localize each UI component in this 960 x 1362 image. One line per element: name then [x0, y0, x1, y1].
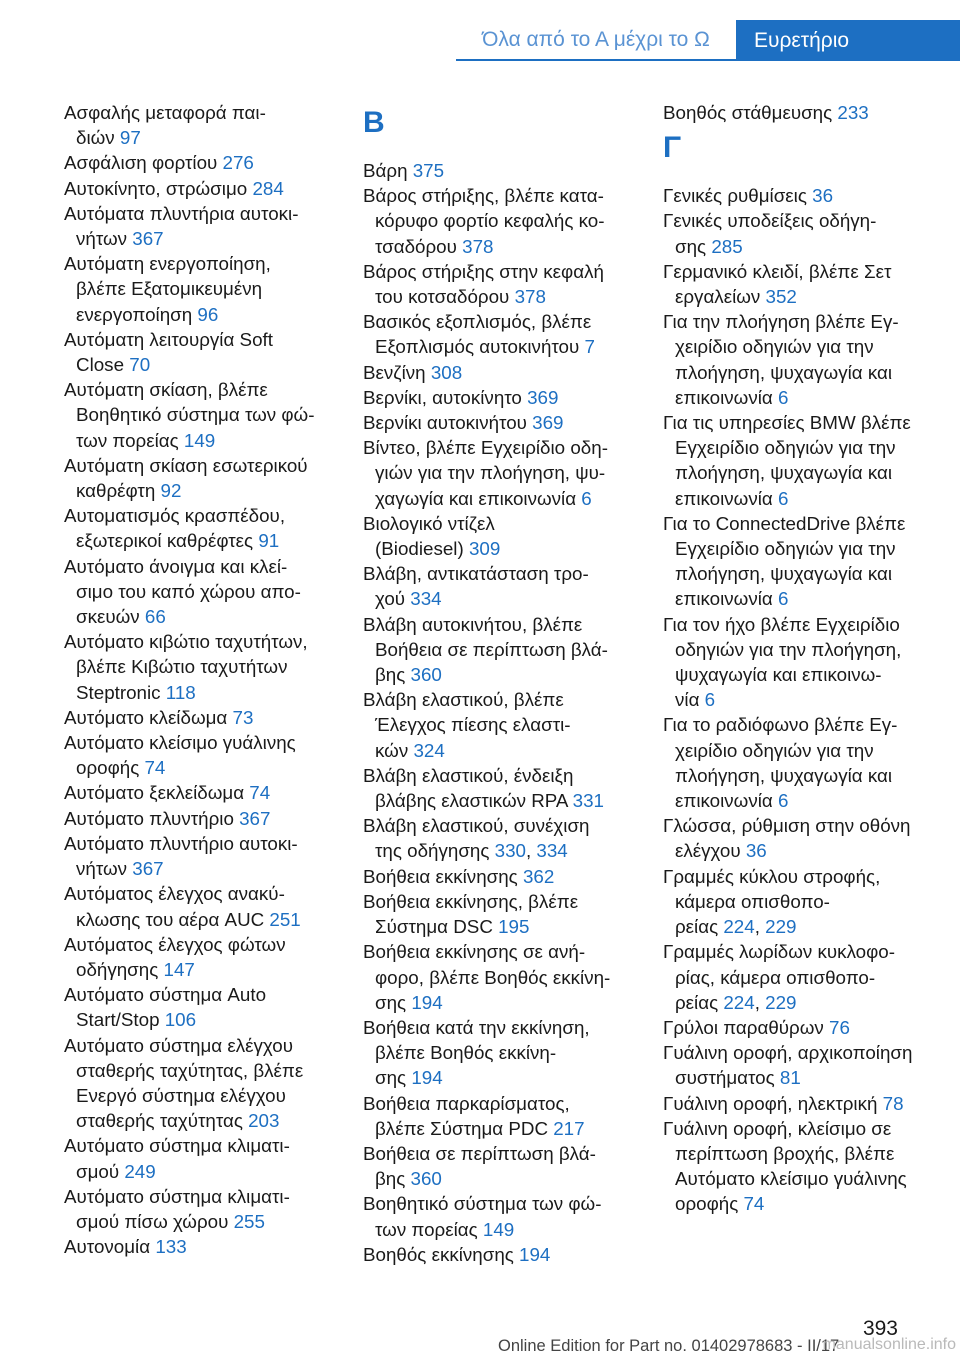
index-entry [64, 730, 346, 780]
page-link[interactable]: 378 [462, 235, 494, 257]
index-term: Βίντεο, βλέπε Εγχειρίδιο οδη- γιών για την πλοήγηση, ψυ- χαγωγία και επικοινωνία [363, 437, 608, 509]
header-rule [456, 59, 960, 61]
page-link[interactable]: 70 [129, 354, 151, 376]
index-entry [363, 309, 645, 359]
page-link[interactable]: 249 [124, 1160, 156, 1182]
index-term: Βερνίκι αυτοκινήτου [363, 412, 533, 434]
page-link[interactable]: 6 [581, 487, 592, 509]
page-link[interactable]: 78 [882, 1092, 904, 1114]
page-link[interactable]: 133 [155, 1236, 187, 1258]
page-link[interactable]: 217 [553, 1117, 585, 1139]
index-term: Αυτόματη ενεργοποίηση, βλέπε Εξατομικευμένη ενεργοποίηση [64, 253, 271, 325]
index-entry [363, 864, 645, 889]
index-entry [363, 435, 645, 511]
page-link[interactable]: 334 [536, 840, 568, 862]
index-entry [663, 183, 938, 208]
page-link[interactable]: 331 [572, 790, 604, 812]
index-entry [64, 201, 346, 251]
index-entry [363, 1242, 645, 1267]
index-term: Βοηθός εκκίνησης [363, 1243, 520, 1265]
page-link[interactable]: 7 [584, 336, 595, 358]
page-link[interactable]: 360 [410, 664, 442, 686]
section-tab-index[interactable]: Ευρετήριο [736, 20, 960, 60]
index-entry [363, 1141, 645, 1191]
index-entry [363, 385, 645, 410]
index-entry [64, 932, 346, 982]
index-term: Για την πλοήγηση βλέπε Εγ- χειρίδιο οδηγιών για την πλοήγηση, ψυχαγωγία και επικοινωνία [663, 311, 899, 408]
page-link[interactable]: 36 [812, 185, 834, 207]
page-link[interactable]: 285 [711, 235, 743, 257]
letter-heading: Γ [663, 131, 682, 165]
index-entry [64, 150, 346, 175]
index-term: Βλάβη ελαστικού, ένδειξη βλάβης ελαστικών RPA [363, 764, 574, 812]
page-link[interactable]: 195 [498, 916, 530, 938]
page-link[interactable]: 74 [743, 1193, 765, 1215]
page-link[interactable]: 76 [829, 1016, 850, 1038]
index-term: Βοηθητικό σύστημα των φώ- των πορείας [363, 1193, 602, 1240]
index-term: Αυτόματη σκίαση, βλέπε Βοηθητικό σύστημα των φώ- των πορείας [64, 379, 315, 451]
page-link[interactable]: 36 [745, 840, 767, 862]
index-term: Γενικές ρυθμίσεις [663, 185, 813, 207]
index-entry [64, 881, 346, 931]
page-link[interactable]: 334 [410, 588, 442, 610]
page-link[interactable]: 362 [522, 865, 555, 887]
page-link[interactable]: 149 [183, 429, 216, 451]
index-entry [64, 176, 346, 201]
index-term: Γρύλοι παραθύρων [663, 1016, 830, 1038]
index-term: Γυάλινη οροφή, ηλεκτρική [663, 1092, 883, 1114]
index-term: Αυτόματος έλεγχος φώτων οδήγησης [64, 933, 286, 980]
page-link[interactable]: 224 [723, 991, 755, 1013]
index-term: Βοήθεια εκκίνησης, βλέπε Σύστημα DSC [363, 890, 579, 938]
index-entry [663, 1015, 938, 1040]
index-term: Βοήθεια σε περίπτωση βλά- βης [363, 1142, 596, 1190]
index-term: Αυτόματος έλεγχος ανακύ- κλωσης του αέρα AUC [64, 883, 285, 930]
index-term: Βλάβη αυτοκινήτου, βλέπε Βοήθεια σε περίπτωση βλά- βης [363, 613, 608, 686]
index-entry [64, 100, 346, 150]
page-link[interactable]: 276 [222, 152, 254, 174]
page-link[interactable]: 224 [723, 916, 755, 938]
page-link[interactable]: 6 [777, 386, 789, 408]
index-term: Αυτόματη λειτουργία Soft Close [64, 328, 273, 376]
index-entry [363, 1191, 645, 1241]
index-entry [64, 831, 346, 881]
page-header [0, 0, 960, 64]
index-entry: Γραμμές λωρίδων κυκλοφο- ρίας, κάμερα οπισθοπο- ρείας 224, 229 [663, 941, 896, 1013]
index-term: Βοήθεια εκκίνησης σε ανή- φορο, βλέπε Βοηθός εκκίνη- σης [363, 941, 611, 1013]
index-entry [663, 1040, 938, 1090]
page-link[interactable]: 91 [258, 530, 280, 552]
index-term: Αυτόματο άνοιγμα και κλεί- σιμο του καπό χώρου απο- σκευών [64, 555, 301, 628]
index-term: Αυτονομία [64, 1236, 156, 1258]
index-entry [663, 410, 938, 511]
index-entry [663, 309, 938, 410]
breadcrumb-chapter[interactable]: Όλα από το Α μέχρι το Ω [482, 28, 710, 51]
page-link[interactable]: 255 [233, 1210, 265, 1232]
index-term: Ασφαλής μεταφορά παι- διών [64, 102, 266, 149]
index-term: Αυτόματο σύστημα κλιματι- σμού [64, 1135, 290, 1182]
index-term: Γερμανικό κλειδί, βλέπε Σετ εργαλείων [663, 260, 892, 308]
page-link[interactable]: 96 [197, 303, 219, 325]
index-entry [363, 687, 645, 763]
index-entry [663, 259, 938, 309]
index-entry [363, 763, 645, 813]
index-entry [663, 813, 938, 863]
page-link[interactable]: 147 [163, 958, 195, 980]
page-link[interactable]: 92 [160, 480, 182, 502]
index-entry [64, 1234, 346, 1259]
index-entry [663, 100, 938, 125]
index-term: Βοήθεια κατά την εκκίνηση, βλέπε Βοηθός εκκίνη- σης [363, 1016, 590, 1089]
index-term: Βάρη [363, 160, 413, 181]
edition-note: Online Edition for Part no. 01402978683 - II/17 [498, 1337, 840, 1355]
index-entry [663, 1091, 938, 1116]
index-term: Αυτόματο ξεκλείδωμα [64, 782, 250, 804]
index-entry [363, 183, 645, 259]
index-term: Αυτόματη σκίαση εσωτερικού καθρέφτη [64, 454, 308, 502]
index-term: Ασφάλιση φορτίου [64, 152, 223, 174]
index-entry [363, 360, 645, 385]
page-link[interactable]: 330 [494, 840, 526, 862]
letter-heading: B [363, 106, 385, 139]
page-link[interactable]: 229 [765, 991, 797, 1013]
page-link[interactable]: 106 [164, 1009, 197, 1031]
index-term: Βοήθεια παρκαρίσματος, βλέπε Σύστημα PDC [363, 1092, 570, 1139]
index-entry [363, 1091, 645, 1141]
index-term: Αυτοματισμός κρασπέδου, εξωτερικοί καθρέφτες [64, 505, 286, 552]
index-entry [663, 208, 938, 258]
index-entry [64, 806, 346, 831]
index-entry [663, 511, 938, 612]
page-link[interactable]: 74 [249, 782, 271, 804]
page-link[interactable]: 233 [837, 102, 869, 123]
index-column-1 [64, 100, 346, 1259]
index-entry [363, 410, 645, 435]
page-link[interactable]: 118 [165, 681, 196, 703]
index-term: Βασικός εξοπλισμός, βλέπε Εξοπλισμός αυτοκινήτου [363, 311, 592, 358]
index-term: Αυτόματο πλυντήριο [64, 807, 240, 829]
index-term: Αυτόματο σύστημα κλιματι- σμού πίσω χώρου [64, 1185, 290, 1232]
page-link[interactable]: 360 [410, 1168, 442, 1190]
index-term: Για το ConnectedDrive βλέπε Εγχειρίδιο οδηγιών για την πλοήγηση, ψυχαγωγία και επικοινωνία [663, 512, 906, 610]
page-link[interactable]: 6 [777, 790, 789, 812]
page-link[interactable]: 194 [519, 1243, 551, 1265]
page-link[interactable]: 367 [239, 807, 271, 829]
index-term: Αυτοκίνητο, στρώσιμο [64, 177, 253, 199]
index-term: Βλάβη, αντικατάσταση τρο- χού [363, 563, 589, 610]
page-link[interactable]: 6 [777, 487, 789, 509]
index-entry [363, 561, 645, 611]
index-term: Αυτόματο κλείδωμα [64, 706, 233, 728]
page-link[interactable]: 194 [411, 1067, 443, 1089]
page-link[interactable]: 367 [132, 228, 164, 250]
index-term: Βενζίνη [363, 361, 431, 383]
index-term: Βλάβη ελαστικού, συνέχιση της οδήγησης [363, 815, 590, 862]
page-link[interactable]: 375 [412, 160, 445, 181]
index-term: Βλάβη ελαστικού, βλέπε Έλεγχος πίεσης ελαστι- κών [363, 689, 571, 761]
index-entry [663, 1116, 938, 1217]
index-entry [363, 511, 645, 561]
index-entry [64, 780, 346, 805]
index-entry [663, 612, 938, 713]
index-entry [363, 1015, 645, 1091]
index-term: Γλώσσα, ρύθμιση στην οθόνη ελέγχου [663, 815, 911, 862]
index-entry [64, 503, 346, 553]
page-link[interactable]: 308 [430, 361, 463, 383]
page-link[interactable]: 149 [482, 1218, 515, 1240]
index-entry [64, 1133, 346, 1183]
index-term: Αυτόματο κλείσιμο γυάλινης οροφής [64, 732, 296, 779]
page-link[interactable]: 324 [413, 739, 445, 761]
index-term: Αυτόματο πλυντήριο αυτοκι- νήτων [64, 832, 298, 880]
page-link[interactable]: 6 [704, 689, 716, 711]
index-entry [64, 251, 346, 327]
index-term: Αυτόματο κιβώτιο ταχυτήτων, βλέπε Κιβώτιο ταχυτήτων Steptronic [64, 631, 308, 703]
index-entry [64, 1033, 346, 1134]
index-term: Βερνίκι, αυτοκίνητο [363, 386, 528, 408]
page-link[interactable]: 74 [144, 757, 166, 779]
index-term: Γενικές υποδείξεις οδήγη- σης [663, 210, 877, 257]
page-link[interactable]: 73 [232, 706, 254, 728]
index-entry [64, 453, 346, 503]
index-entry [64, 377, 346, 453]
page-link[interactable]: 97 [119, 127, 141, 149]
index-entry [363, 158, 645, 183]
index-term: Βοηθός στάθμευσης [663, 102, 838, 123]
page-number: 393 [862, 1317, 898, 1340]
index-entry [64, 327, 346, 377]
page-link[interactable]: 369 [527, 386, 559, 408]
page-link[interactable]: 378 [514, 286, 546, 308]
index-term: Γραμμές λωρίδων κυκλοφο- ρίας, κάμερα οπισθοπο- ρείας [663, 941, 896, 1013]
index-term: Βιολογικό ντίζελ (Biodiesel) [363, 512, 495, 560]
index-term: Γυάλινη οροφή, κλείσιμο σε περίπτωση βροχής, βλέπε Αυτόματο κλείσιμο γυάλινης οροφής [663, 1117, 907, 1215]
page-link[interactable]: 284 [252, 177, 284, 199]
page-link[interactable]: 367 [132, 858, 164, 880]
index-entry [64, 629, 346, 705]
page-link[interactable]: 251 [269, 908, 301, 930]
index-term: Για τις υπηρεσίες BMW βλέπε Εγχειρίδιο οδηγιών για την πλοήγηση, ψυχαγωγία και επικοινωνία [663, 412, 911, 509]
index-entry: Γραμμές κύκλου στροφής, κάμερα οπισθοπο- ρείας 224, 229 [663, 865, 881, 938]
page-link[interactable]: 194 [411, 991, 443, 1013]
index-entry [663, 712, 938, 813]
index-entry [64, 705, 346, 730]
page-link[interactable]: 369 [532, 412, 564, 434]
page-link[interactable]: 81 [779, 1067, 801, 1089]
index-entry [64, 982, 346, 1032]
index-entry: Βλάβη ελαστικού, συνέχιση της οδήγησης 330, 334 [363, 815, 590, 862]
index-term: Γυάλινη οροφή, αρχικοποίηση συστήματος [663, 1042, 913, 1089]
index-column-3 [663, 100, 938, 1217]
index-entry [64, 1184, 346, 1234]
page-link[interactable]: 203 [248, 1110, 280, 1132]
index-entry [363, 889, 645, 939]
index-term: Για τον ήχο βλέπε Εγχειρίδιο οδηγιών για την πλοήγηση, ψυχαγωγία και επικοινω- νία [663, 613, 902, 711]
index-term: Αυτόματο σύστημα Auto Start/Stop [64, 984, 267, 1031]
index-term: Αυτόματο σύστημα ελέγχου σταθερής ταχύτητας, βλέπε Ενεργό σύστημα ελέγχου σταθερής ταχύτητας [64, 1034, 304, 1132]
index-term: Για το ραδιόφωνο βλέπε Εγ- χειρίδιο οδηγιών για την πλοήγηση, ψυχαγωγία και επικοινωνία [663, 714, 898, 812]
index-column-2 [363, 100, 645, 1267]
index-term: Βάρος στήριξης, βλέπε κατα- κόρυφο φορτίο κεφαλής κο- τσαδόρου [363, 185, 605, 257]
page-link[interactable]: 309 [468, 538, 501, 560]
index-entry [363, 939, 645, 1015]
index-term: Γραμμές κύκλου στροφής, κάμερα οπισθοπο- ρείας [663, 865, 881, 938]
page-link[interactable]: 352 [765, 286, 797, 308]
index-entry [363, 259, 645, 309]
page-link[interactable]: 66 [144, 606, 166, 628]
index-entry [64, 554, 346, 630]
index-term: Βοήθεια εκκίνησης [363, 865, 523, 887]
watermark-text: manualsonline.info [822, 1336, 956, 1353]
page-link[interactable]: 6 [777, 588, 789, 610]
index-entry [363, 612, 645, 688]
index-term: Βάρος στήριξης στην κεφαλή του κοτσαδόρου [363, 260, 604, 308]
index-term: Αυτόματα πλυντήρια αυτοκι- νήτων [64, 202, 299, 250]
page-link[interactable]: 229 [765, 916, 797, 938]
